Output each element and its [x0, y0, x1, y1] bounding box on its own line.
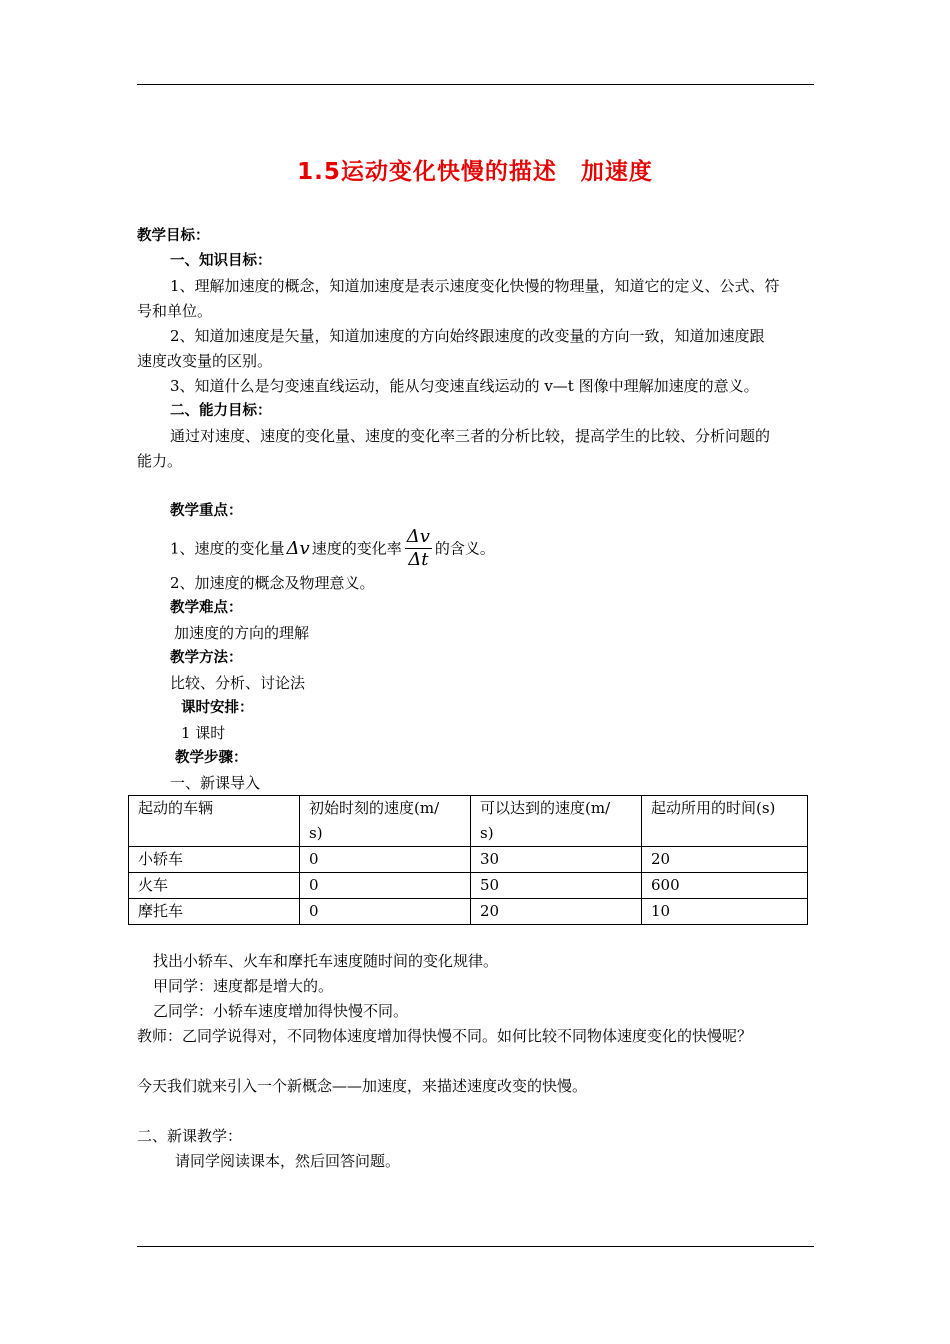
- knowledge-goal-1-line-2: 号和单位。: [137, 302, 213, 320]
- key-point-1-mid: 速度的变化率: [311, 539, 402, 558]
- difficulty-text: 加速度的方向的理解: [174, 624, 310, 642]
- table-cell: 20: [642, 847, 808, 873]
- student-a-answer: 甲同学：速度都是增大的。: [153, 977, 334, 995]
- table-cell: 小轿车: [129, 847, 300, 873]
- key-point-1-suffix: 的含义。: [434, 539, 495, 558]
- intro-heading: 一、新课导入: [170, 774, 261, 792]
- delta-v-formula: Δv: [286, 537, 310, 559]
- table-row: [129, 847, 808, 873]
- student-b-answer: 乙同学：小轿车速度增加得快慢不同。: [153, 1002, 409, 1020]
- knowledge-goal-2-line-1: 2、知道加速度是矢量，知道加速度的方向始终跟速度的改变量的方向一致，知道加速度跟: [170, 327, 765, 345]
- key-point-2: 2、加速度的概念及物理意义。: [170, 574, 375, 592]
- table-cell: 摩托车: [129, 899, 300, 925]
- top-rule: [137, 84, 814, 85]
- table-row: [129, 899, 808, 925]
- rate-fraction: [405, 526, 432, 571]
- knowledge-goals-heading: 一、知识目标：: [170, 253, 272, 269]
- discussion-question: 找出小轿车、火车和摩托车速度随时间的变化规律。: [153, 952, 499, 970]
- knowledge-goal-2-line-2: 速度改变量的区别。: [137, 352, 273, 370]
- knowledge-goal-1-line-1: 1、理解加速度的概念，知道加速度是表示速度变化快慢的物理量，知道它的定义、公式、符: [170, 277, 780, 295]
- table-row: [129, 873, 808, 899]
- table-header-cell: 起动所用的时间(s): [642, 796, 808, 847]
- method-text: 比较、分析、讨论法: [170, 674, 306, 692]
- concept-intro: 今天我们就来引入一个新概念——加速度，来描述速度改变的快慢。: [137, 1077, 588, 1095]
- fraction-numerator: Δv: [406, 526, 430, 547]
- ability-goal-line-2: 能力。: [137, 452, 183, 470]
- goals-heading: 教学目标：: [137, 228, 210, 244]
- table-cell: 火车: [129, 873, 300, 899]
- method-heading: 教学方法：: [170, 650, 243, 666]
- new-lesson-text: 请同学阅读课本，然后回答问题。: [175, 1152, 401, 1170]
- table-cell: 50: [471, 873, 642, 899]
- schedule-heading: 课时安排：: [181, 700, 254, 716]
- key-points-heading: 教学重点：: [170, 503, 243, 519]
- key-point-1-prefix: 1、速度的变化量: [170, 539, 285, 558]
- table-cell: 0: [300, 873, 471, 899]
- table-cell: 30: [471, 847, 642, 873]
- table-cell: 10: [642, 899, 808, 925]
- difficulty-heading: 教学难点：: [170, 600, 243, 616]
- table-header-row: [129, 796, 808, 847]
- ability-goal-line-1: 通过对速度、速度的变化量、速度的变化率三者的分析比较，提高学生的比较、分析问题的: [170, 427, 771, 445]
- teacher-remark: 教师：乙同学说得对，不同物体速度增加得快慢不同。如何比较不同物体速度变化的快慢呢？: [137, 1027, 753, 1045]
- vehicle-table: [128, 795, 808, 925]
- new-lesson-heading: 二、新课教学：: [137, 1127, 243, 1145]
- schedule-text: 1 课时: [181, 724, 226, 742]
- steps-heading: 教学步骤：: [175, 750, 248, 766]
- table-header-cell: 可以达到的速度(m/ s): [471, 796, 642, 847]
- key-point-1: [170, 526, 850, 571]
- ability-goals-heading: 二、能力目标：: [170, 403, 272, 419]
- page-title: 1.5运动变化快慢的描述 加速度: [297, 159, 653, 185]
- fraction-denominator: Δt: [408, 549, 429, 570]
- bottom-rule: [137, 1246, 814, 1247]
- table-cell: 20: [471, 899, 642, 925]
- table-cell: 0: [300, 847, 471, 873]
- table-header-cell: 起动的车辆: [129, 796, 300, 847]
- table-cell: 0: [300, 899, 471, 925]
- knowledge-goal-3: 3、知道什么是匀变速直线运动，能从匀变速直线运动的 v—t 图像中理解加速度的意义。: [170, 377, 759, 395]
- table-header-cell: 初始时刻的速度(m/ s): [300, 796, 471, 847]
- table-cell: 600: [642, 873, 808, 899]
